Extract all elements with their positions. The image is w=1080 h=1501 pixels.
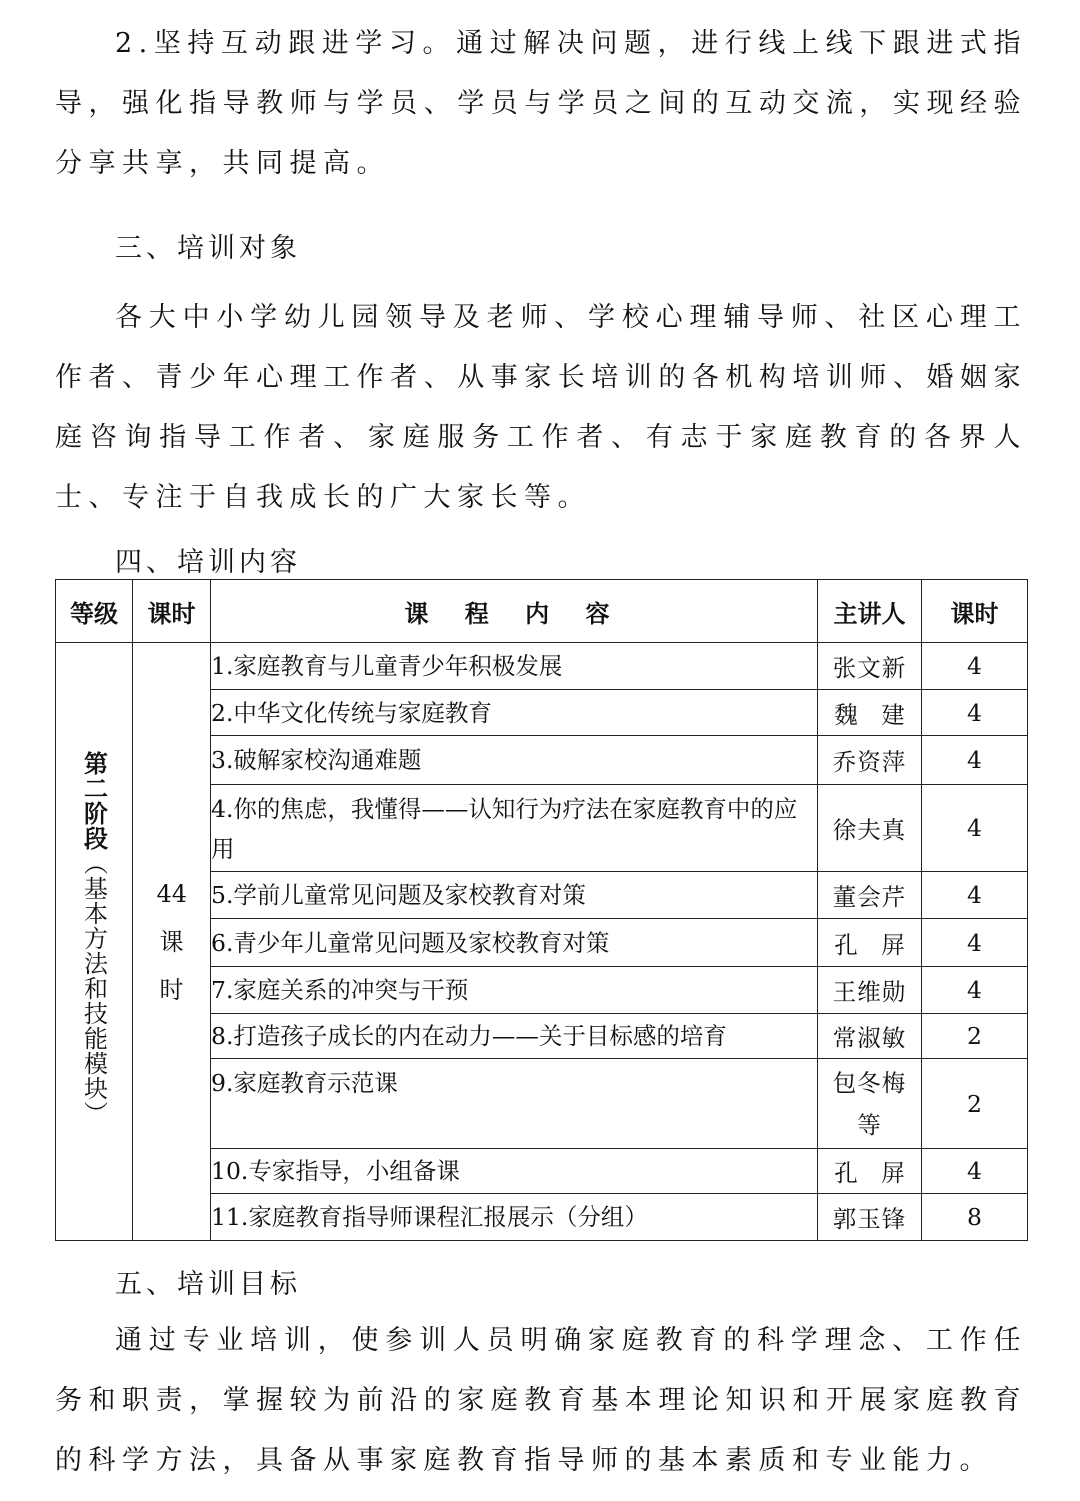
course-content: 10.专家指导，小组备课 (211, 1149, 818, 1194)
course-lecturer: 徐夫真 (818, 785, 922, 872)
header-hours: 课时 (133, 580, 211, 643)
course-lecturer: 常淑敏 (818, 1014, 922, 1059)
course-lecturer: 郭玉锋 (818, 1194, 922, 1241)
stage-name: 第二阶段 (79, 751, 108, 851)
course-hours: 4 (922, 872, 1028, 919)
course-content: 5.学前儿童常见问题及家校教育对策 (211, 872, 818, 919)
course-content: 8.打造孩子成长的内在动力——关于目标感的培育 (211, 1014, 818, 1059)
course-table (55, 579, 1028, 1241)
course-hours: 4 (922, 919, 1028, 967)
course-hours: 4 (922, 1149, 1028, 1194)
paragraph-interaction: 2.坚持互动跟进学习。通过解决问题，进行线上线下跟进式指导，强化指导教师与学员、学员与学员之间的互动交流，实现经验分享共享，共同提高。 (55, 28, 1027, 179)
header-level: 等级 (56, 580, 133, 643)
total-hours-unit-1: 课 (159, 927, 184, 956)
course-lecturer: 包冬梅等 (818, 1059, 922, 1149)
total-hours-number: 44 (156, 879, 188, 908)
course-content: 6.青少年儿童常见问题及家校教育对策 (211, 919, 818, 967)
course-lecturer: 魏 建 (818, 690, 922, 736)
course-lecturer: 张文新 (818, 643, 922, 690)
table-row (56, 643, 1028, 690)
course-content: 4.你的焦虑，我懂得——认知行为疗法在家庭教育中的应用 (211, 785, 818, 872)
course-hours: 4 (922, 736, 1028, 785)
course-hours: 8 (922, 1194, 1028, 1241)
total-hours (157, 870, 187, 1014)
course-hours: 4 (922, 643, 1028, 690)
table-header-row (56, 580, 1028, 643)
stage-label (77, 751, 112, 1126)
course-hours: 4 (922, 967, 1028, 1014)
heading-training-content: 四、培训内容 (115, 547, 301, 578)
course-lecturer: 董会芹 (818, 872, 922, 919)
paragraph-training-goal: 通过专业培训，使参训人员明确家庭教育的科学理念、工作任务和职责，掌握较为前沿的家庭教育基本理论知识和开展家庭教育的科学方法，具备从事家庭教育指导师的基本素质和专业能力。 (55, 1325, 1027, 1476)
course-hours: 2 (922, 1014, 1028, 1059)
course-hours: 4 (922, 785, 1028, 872)
course-content: 9.家庭教育示范课 (211, 1059, 818, 1149)
course-lecturer: 孔 屏 (818, 1149, 922, 1194)
total-hours-unit-2: 时 (159, 975, 184, 1004)
heading-training-goal: 五、培训目标 (115, 1269, 301, 1300)
course-hours: 2 (922, 1059, 1028, 1149)
header-course-hours: 课时 (922, 580, 1028, 643)
course-lecturer: 孔 屏 (818, 919, 922, 967)
course-content: 7.家庭关系的冲突与干预 (211, 967, 818, 1014)
course-content: 2.中华文化传统与家庭教育 (211, 690, 818, 736)
header-content: 课 程 内 容 (211, 580, 818, 643)
stage-module: （基本方法和技能模块） (79, 851, 108, 1126)
stage-cell (56, 643, 133, 1241)
course-content: 11.家庭教育指导师课程汇报展示（分组） (211, 1194, 818, 1241)
course-lecturer: 乔资萍 (818, 736, 922, 785)
header-lecturer: 主讲人 (818, 580, 922, 643)
course-hours: 4 (922, 690, 1028, 736)
course-lecturer: 王维勋 (818, 967, 922, 1014)
heading-training-target: 三、培训对象 (115, 233, 301, 264)
paragraph-target-audience: 各大中小学幼儿园领导及老师、学校心理辅导师、社区心理工作者、青少年心理工作者、从事家长培训的各机构培训师、婚姻家庭咨询指导工作者、家庭服务工作者、有志于家庭教育的各界人士、专注于自我成长的广大家长等。 (55, 302, 1027, 513)
total-hours-cell (133, 643, 211, 1241)
course-content: 1.家庭教育与儿童青少年积极发展 (211, 643, 818, 690)
course-content: 3.破解家校沟通难题 (211, 736, 818, 785)
